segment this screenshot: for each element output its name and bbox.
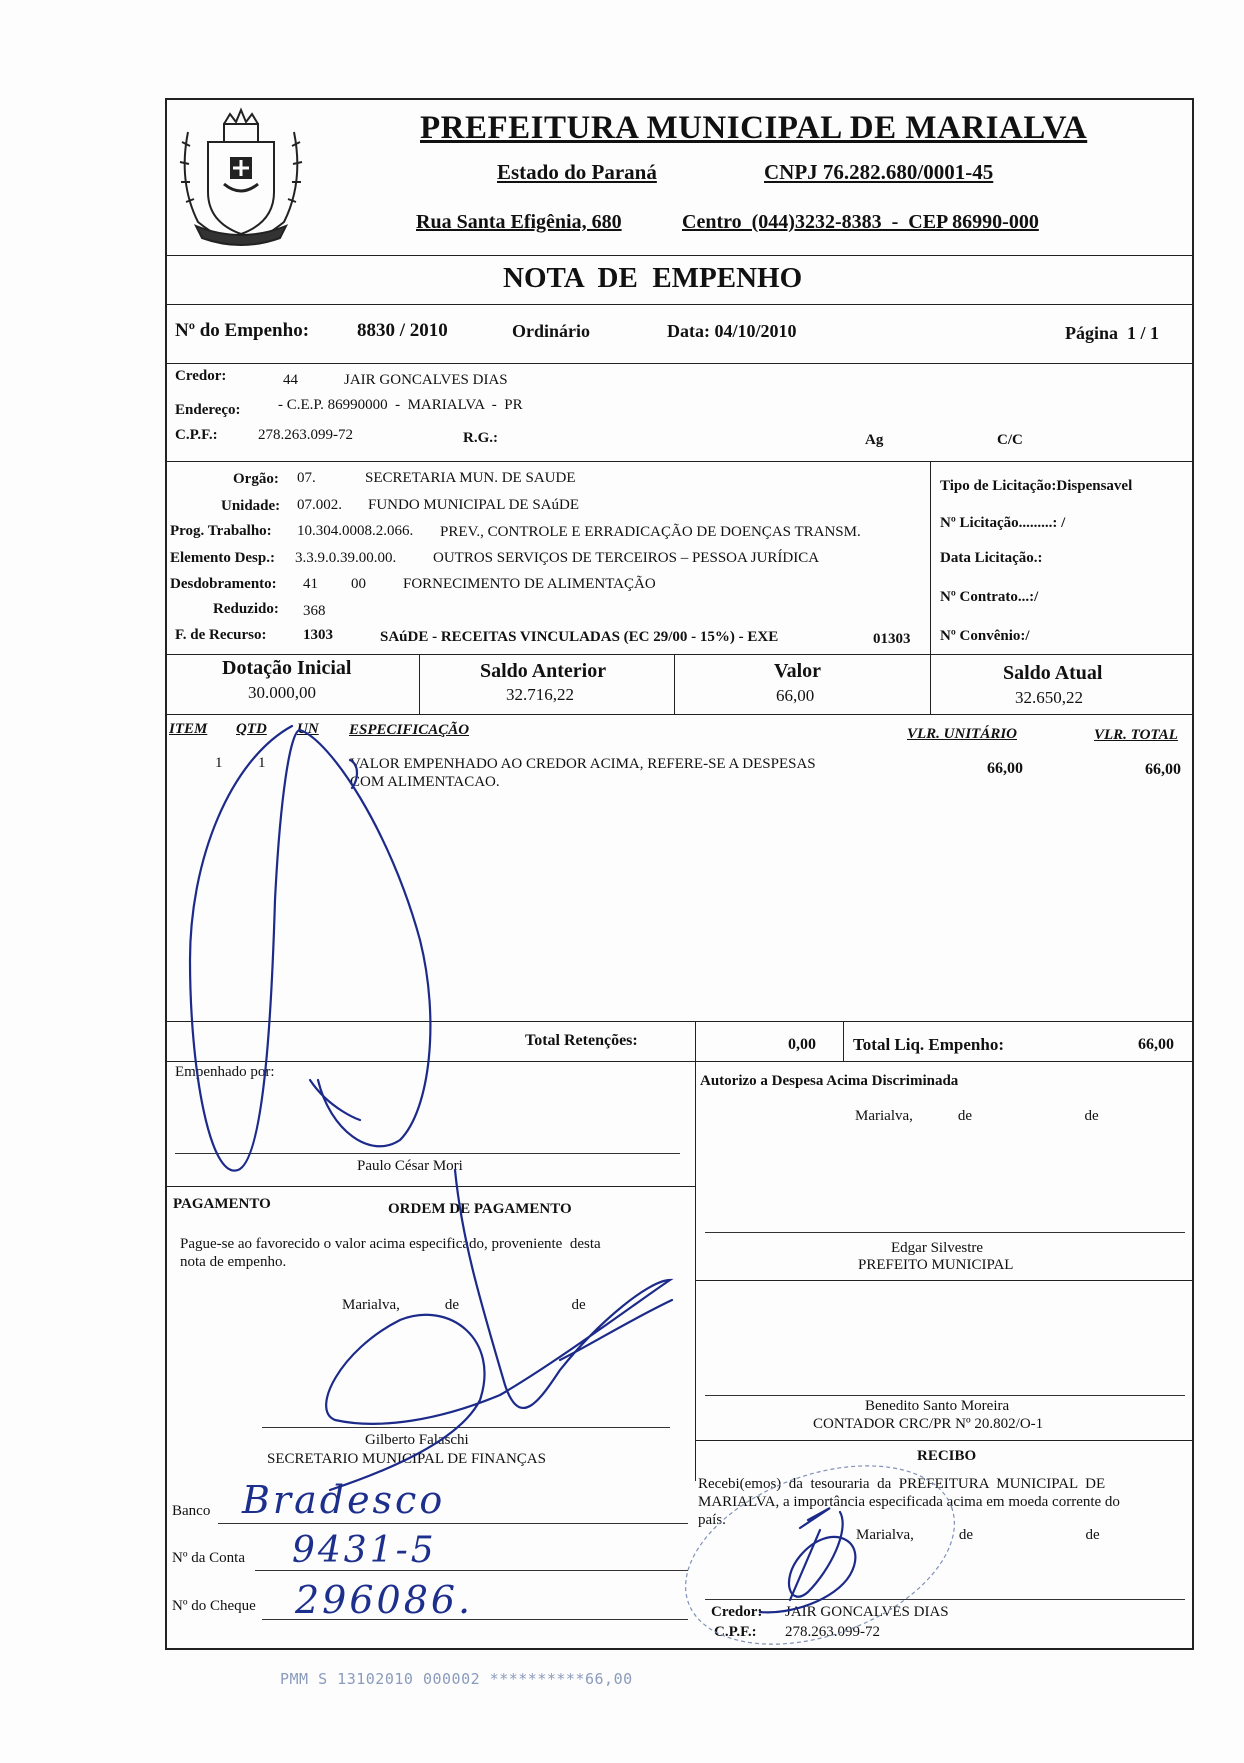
ag-label: Ag <box>865 432 884 448</box>
elemento-code: 3.3.9.0.39.00.00. <box>295 550 397 566</box>
conta-handwritten: 9431-5 <box>292 1530 437 1571</box>
recurso-label: F. de Recurso: <box>175 627 267 643</box>
empenho-number-label: Nº do Empenho: <box>175 320 310 341</box>
licitacao-numero: Nº Licitação.........: / <box>940 515 1066 531</box>
dotacao-inicial-label: Dotação Inicial <box>222 657 352 679</box>
divider <box>165 1186 695 1187</box>
unidade-code: 07.002. <box>297 497 342 513</box>
orgao-code: 07. <box>297 470 316 486</box>
recibo-local-date: Marialva, de de <box>856 1527 1100 1543</box>
col-especificacao: ESPECIFICAÇÃO <box>349 722 470 738</box>
desdobramento-code2: 00 <box>351 576 366 592</box>
item-qtd: 1 <box>258 755 266 771</box>
prefeito-name: Edgar Silvestre <box>891 1240 984 1256</box>
recibo-credor-name: JAIR GONCALVES DIAS <box>785 1604 949 1620</box>
credor-code: 44 <box>283 372 298 388</box>
pagamento-local-date: Marialva, de de <box>342 1297 586 1313</box>
liquido-value: 66,00 <box>1138 1036 1174 1053</box>
machine-stamp: PMM S 13102010 000002 **********66,00 <box>280 1670 633 1688</box>
valor-label: Valor <box>774 660 822 682</box>
divider <box>165 461 1194 462</box>
recurso-code: 1303 <box>303 627 333 643</box>
autorizo-label: Autorizo a Despesa Acima Discriminada <box>700 1073 959 1089</box>
empenhado-por-name: Paulo César Mori <box>357 1158 463 1174</box>
recibo-text-line2: MARIALVA, a importância especificada acima em moeda corrente do <box>698 1494 1120 1510</box>
doc-title: NOTA DE EMPENHO <box>503 262 803 294</box>
empenho-type: Ordinário <box>512 321 591 341</box>
autorizo-local-date: Marialva, de de <box>855 1108 1099 1124</box>
address-label: Endereço: <box>175 402 241 418</box>
divider <box>165 1061 1194 1062</box>
saldo-atual-label: Saldo Atual <box>1003 662 1103 684</box>
header-address: Rua Santa Efigênia, 680 <box>416 211 622 233</box>
desdobramento-label: Desdobramento: <box>170 576 277 592</box>
item-unit-value: 66,00 <box>987 760 1023 777</box>
cpf-label: C.P.F.: <box>175 427 218 443</box>
divider <box>695 1021 696 1061</box>
reduzido-label: Reduzido: <box>213 601 279 617</box>
contador-name: Benedito Santo Moreira <box>865 1398 1010 1414</box>
signature-line <box>175 1153 680 1154</box>
divider <box>165 714 1194 715</box>
credor-label: Credor: <box>175 368 227 384</box>
banco-label: Banco <box>172 1503 211 1519</box>
divider <box>165 363 1194 364</box>
empenho-page: Página 1 / 1 <box>1065 323 1160 343</box>
rg-label: R.G.: <box>463 430 498 446</box>
signature-line <box>705 1395 1185 1396</box>
credor-name: JAIR GONCALVES DIAS <box>344 372 508 388</box>
signature-line <box>262 1427 670 1428</box>
pague-text-line2: nota de empenho. <box>180 1254 287 1270</box>
empenho-date: Data: 04/10/2010 <box>667 321 797 341</box>
liquido-label: Total Liq. Empenho: <box>853 1035 1004 1054</box>
orgao-label: Orgão: <box>233 471 279 487</box>
recurso-name: SAúDE - RECEITAS VINCULADAS (EC 29/00 - 15%) - EXE <box>380 629 779 645</box>
secretario-role: SECRETARIO MUNICIPAL DE FINANÇAS <box>267 1451 546 1467</box>
licitacao-data: Data Licitação.: <box>940 550 1043 566</box>
elemento-name: OUTROS SERVIÇOS DE TERCEIROS – PESSOA JURÍDICA <box>433 550 820 566</box>
ordem-pagamento-label: ORDEM DE PAGAMENTO <box>388 1201 572 1217</box>
divider <box>674 654 675 714</box>
divider <box>930 461 931 654</box>
contrato-numero: Nº Contrato...:/ <box>940 589 1039 605</box>
recibo-text-line3: país. <box>698 1512 726 1528</box>
pagamento-label: PAGAMENTO <box>173 1196 271 1212</box>
divider <box>165 304 1194 305</box>
saldo-anterior-label: Saldo Anterior <box>480 660 607 682</box>
orgao-name: SECRETARIA MUN. DE SAUDE <box>365 470 576 486</box>
saldo-atual-value: 32.650,22 <box>1015 688 1083 707</box>
retencoes-label: Total Retenções: <box>525 1032 638 1049</box>
item-total-value: 66,00 <box>1145 761 1181 778</box>
header-cnpj: CNPJ 76.282.680/0001-45 <box>764 160 994 184</box>
empenho-number: 8830 / 2010 <box>357 320 448 341</box>
col-unit-value: VLR. UNITÁRIO <box>907 726 1018 742</box>
pague-text-line1: Pague-se ao favorecido o valor acima especificado, proveniente desta <box>180 1236 601 1252</box>
header-title: PREFEITURA MUNICIPAL DE MARIALVA <box>420 110 1088 146</box>
recibo-text-line1: Recebi(emos) da tesouraria da PREFEITURA MUNICIPAL DE <box>698 1476 1106 1492</box>
desdobramento-name: FORNECIMENTO DE ALIMENTAÇÃO <box>403 576 656 592</box>
cc-label: C/C <box>997 432 1023 448</box>
retencoes-value: 0,00 <box>788 1036 816 1053</box>
valor-value: 66,00 <box>776 686 815 705</box>
banco-line <box>218 1523 688 1524</box>
item-number: 1 <box>215 755 223 771</box>
cheque-handwritten: 296086. <box>295 1578 474 1622</box>
unidade-label: Unidade: <box>221 498 281 514</box>
recibo-cpf-label: C.P.F.: <box>714 1624 757 1640</box>
cheque-label: Nº do Cheque <box>172 1598 256 1614</box>
divider <box>165 654 1194 655</box>
reduzido-value: 368 <box>303 603 326 619</box>
recibo-credor-label: Credor: <box>711 1604 763 1620</box>
col-item: ITEM <box>169 721 208 737</box>
divider <box>695 1061 696 1481</box>
prog-code: 10.304.0008.2.066. <box>297 523 414 539</box>
coat-of-arms-icon <box>168 102 313 252</box>
credor-address: - C.E.P. 86990000 - MARIALVA - PR <box>278 397 523 413</box>
col-qtd: QTD <box>236 721 267 737</box>
banco-handwritten: Bradesco <box>242 1478 446 1522</box>
divider <box>165 1021 1194 1022</box>
divider <box>165 255 1194 256</box>
saldo-anterior-value: 32.716,22 <box>506 685 574 704</box>
divider <box>419 654 420 714</box>
recibo-cpf: 278.263.099-72 <box>785 1624 880 1640</box>
divider <box>930 654 931 714</box>
contador-role: CONTADOR CRC/PR Nº 20.802/O-1 <box>813 1416 1044 1432</box>
secretario-name: Gilberto Falaschi <box>365 1432 469 1448</box>
divider <box>695 1440 1194 1441</box>
header-state: Estado do Paraná <box>497 160 657 184</box>
licitacao-tipo: Tipo de Licitação:Dispensavel <box>940 478 1133 494</box>
empenhado-por-label: Empenhado por: <box>175 1064 275 1080</box>
recurso-num: 01303 <box>873 631 911 647</box>
desdobramento-code1: 41 <box>303 576 318 592</box>
item-description-line2: COM ALIMENTACAO. <box>350 774 500 790</box>
item-description-line1: VALOR EMPENHADO AO CREDOR ACIMA, REFERE-SE A DESPESAS <box>350 756 816 772</box>
conta-label: Nº da Conta <box>172 1550 245 1566</box>
prog-label: Prog. Trabalho: <box>170 523 272 539</box>
prefeito-role: PREFEITO MUNICIPAL <box>858 1257 1014 1273</box>
dotacao-inicial-value: 30.000,00 <box>248 683 316 702</box>
col-total-value: VLR. TOTAL <box>1094 727 1178 743</box>
unidade-name: FUNDO MUNICIPAL DE SAúDE <box>368 497 579 513</box>
recibo-label: RECIBO <box>917 1448 977 1464</box>
divider <box>843 1021 844 1061</box>
prog-name: PREV., CONTROLE E ERRADICAÇÃO DE DOENÇAS TRANSM. <box>440 524 861 540</box>
signature-line <box>705 1599 1185 1600</box>
elemento-label: Elemento Desp.: <box>170 550 275 566</box>
col-un: UN <box>297 721 319 737</box>
credor-cpf: 278.263.099-72 <box>258 427 353 443</box>
header-contact: Centro (044)3232-8383 - CEP 86990-000 <box>682 211 1039 233</box>
convenio-numero: Nº Convênio:/ <box>940 628 1030 644</box>
divider <box>695 1280 1194 1281</box>
signature-line <box>705 1232 1185 1233</box>
